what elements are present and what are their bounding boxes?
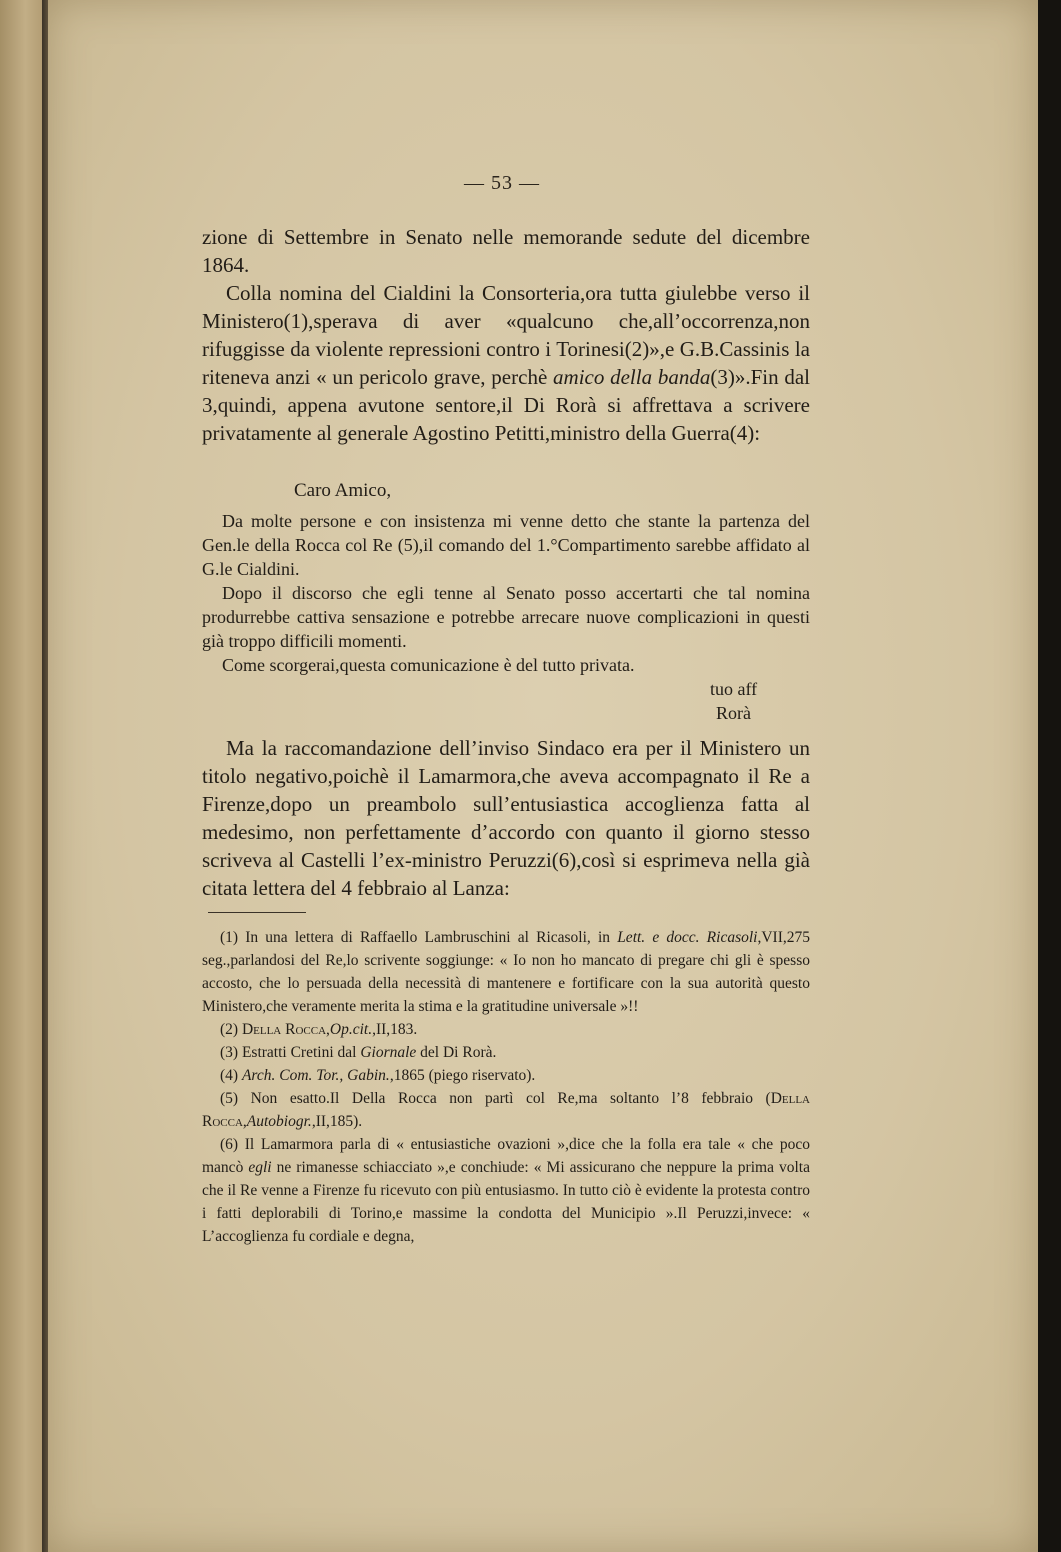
footnote-5-comma: ,	[242, 1113, 247, 1130]
footnote-4	[202, 1064, 810, 1087]
footnote-2-comma: ,	[326, 1021, 330, 1038]
footnote-4-citation: Arch. Com. Tor., Gabin.	[241, 1067, 390, 1084]
footnote-5-text: (5) Non esatto.Il Della Rocca non partì col Re,ma soltanto l’8 febbraio (	[220, 1090, 771, 1107]
footnote-2	[202, 1018, 810, 1041]
letter-closing: tuo aff	[710, 679, 758, 699]
footnote-6-text: (6) Il Lamarmora parla di « entusiastiche ovazioni »,dice che la folla era tale « che poco mancò	[202, 1136, 810, 1176]
main-text-bottom	[202, 734, 810, 902]
paragraph-cialdini	[202, 279, 810, 447]
footnote-3-text: (3) Estratti Cretini dal	[220, 1044, 357, 1061]
footnote-1-rest: ,VII,275 seg.,parlandosi del Re,lo scrivente soggiunge: « Io non ho mancato di pregare chi gli è spesso accosto, che lo persuada della necessità di mantenere e fortificare con la sua autorità questo Ministero,che veramente merita la stima e la gratitudine universale »!!	[202, 929, 811, 1015]
scan-background-edge	[1038, 0, 1061, 1552]
footnote-3	[202, 1041, 810, 1064]
footnote-5	[202, 1087, 810, 1133]
paragraph-cialdini-rest: (3)».Fin dal 3,quindi, appena avutone sentore,il Di Rorà si affrettava a scrivere privatamente al generale Agostino Petitti,ministro della Guerra(4):	[202, 365, 811, 445]
footnote-1-citation: Lett. e docc. Ricasoli	[617, 929, 758, 946]
footnote-divider	[208, 912, 306, 913]
paragraph-continuation: zione di Settembre in Senato nelle memorande sedute del dicembre 1864.	[202, 225, 810, 277]
paragraph-cialdini-text: Colla nomina del Cialdini la Consorteria,ora tutta giulebbe verso il Ministero(1),sperava di aver «qualcuno che,all’occorrenza,non rifuggisse da violente repressioni contro i Torinesi(2)»,e G.B.Cassinis la riteneva anzi « un pericolo grave, perchè	[202, 281, 810, 389]
letter-salutation: Caro Amico,	[294, 480, 392, 501]
main-text-top	[202, 223, 810, 447]
page-number: — 53 —	[464, 172, 540, 194]
footnote-1-text: (1) In una lettera di Raffaello Lambruschini al Ricasoli, in	[220, 929, 611, 946]
footnote-6-emphasis: egli	[248, 1159, 272, 1176]
letter-paragraph-2: Dopo il discorso che egli tenne al Senato posso accertarti che tal nomina produrrebbe cattiva sensazione e potrebbe arrecare nuove complicazioni in questi già troppo difficili momenti.	[202, 583, 810, 651]
footnote-6	[202, 1133, 810, 1248]
footnotes	[202, 926, 810, 1248]
footnote-5-rest: ,II,185).	[311, 1113, 363, 1130]
footnote-3-rest: del Di Rorà.	[420, 1044, 497, 1061]
paragraph-lamarmora: Ma la raccomandazione dell’inviso Sindaco era per il Ministero un titolo negativo,poichè il Lamarmora,che aveva accompagnato il Re a Firenze,dopo un preambolo sull’entusiastica accoglienza fatta al medesimo, non perfettamente d’accordo con quanto il giorno stesso scriveva al Castelli l’ex-ministro Peruzzi(6),così si esprimeva nella già citata lettera del 4 febbraio al Lanza:	[202, 736, 810, 900]
footnote-2-author: Della Rocca	[241, 1021, 327, 1038]
footnote-2-citation: Op.cit.	[329, 1021, 373, 1038]
footnote-5-author: Della Rocca	[202, 1090, 810, 1130]
footnote-2-rest: ,II,183.	[372, 1021, 418, 1038]
letter-block	[202, 479, 810, 725]
footnote-4-number: (4)	[220, 1067, 239, 1084]
letter-paragraph-1: Da molte persone e con insistenza mi venne detto che stante la partenza del Gen.le della Rocca col Re (5),il comando del 1.°Compartimento sarebbe affidato al G.le Cialdini.	[202, 511, 810, 579]
footnote-4-rest: ,1865 (piego riservato).	[389, 1067, 536, 1084]
letter-paragraph-3: Come scorgerai,questa comunicazione è del tutto privata.	[222, 655, 635, 675]
footnote-5-citation: Autobiogr.	[246, 1113, 312, 1130]
footnote-1	[202, 926, 810, 1018]
footnote-3-citation: Giornale	[360, 1044, 417, 1061]
previous-page-edge	[0, 0, 46, 1552]
letter-signature: Rorà	[716, 703, 751, 723]
footnote-2-number: (2)	[220, 1021, 239, 1038]
footnote-6-rest: ne rimanesse schiacciato »,e conchiude: « Mi assicurano che neppure la prima volta che il Re venne a Firenze fu ricevuto con più entusiasmo. In tutto ciò è evidente la protesta contro i fatti deplorabili di Torino,e massime la condotta del Municipio ».Il Peruzzi,invece: « L’accoglienza fu cordiale e degna,	[202, 1159, 810, 1245]
emphasis-amico-della-banda: amico della banda	[553, 365, 711, 389]
